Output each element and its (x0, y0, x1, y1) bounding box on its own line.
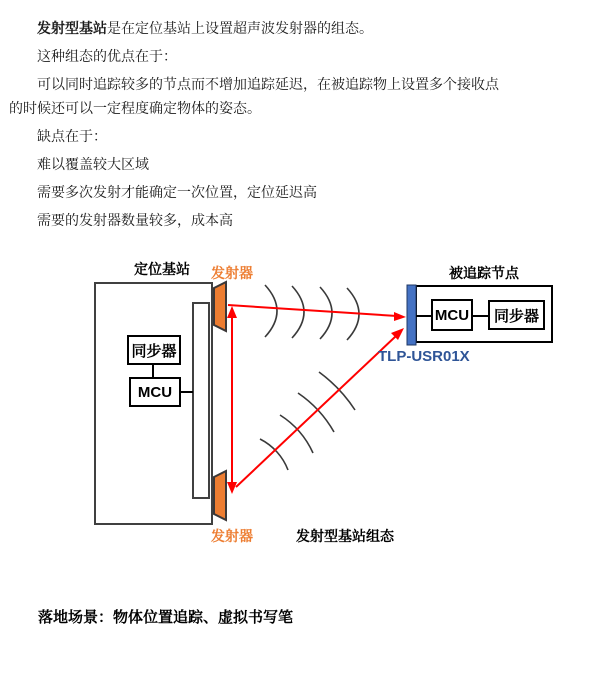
receiver-bar (407, 285, 416, 345)
intro-paragraph: 可以同时追踪较多的节点而不增加追踪延迟，在被追踪物上设置多个接收点的时候还可以一定程度确定物体的姿态。 (9, 76, 499, 116)
lead-term: 发射型基站 (37, 20, 107, 36)
intro-paragraph: 需要多次发射才能确定一次位置，定位延迟高 (37, 184, 317, 200)
diagram-caption: 发射型基站组态 (296, 528, 394, 544)
transmitter-bottom-label: 发射器 (211, 528, 253, 544)
top-signal-line (228, 305, 397, 316)
wave-arcs-diagonal (260, 372, 355, 470)
transmitter-top-shape (214, 282, 226, 331)
base-station-bus-rect (193, 303, 209, 498)
model-number-label: TLP-USR01X (378, 348, 470, 365)
intro-paragraph: 需要的发射器数量较多，成本高 (37, 212, 233, 228)
base-station-mcu-label: MCU (137, 383, 173, 401)
lead-rest: 是在定位基站上设置超声波发射器的组态。 (107, 20, 373, 36)
intro-paragraph: 这种组态的优点在于： (37, 48, 177, 64)
tracked-node-sync-label: 同步器 (493, 307, 539, 325)
vertical-arrowhead-up (227, 306, 237, 318)
use-cases-text: 落地场景：物体位置追踪、虚拟书写笔 (38, 609, 294, 626)
signal-arrows (227, 305, 406, 494)
tracked-node-mcu-label: MCU (434, 306, 470, 324)
wave-arc (265, 285, 277, 337)
diagonal-signal-line (236, 336, 396, 487)
wave-arc (320, 287, 332, 339)
tracked-node-title: 被追踪节点 (449, 265, 519, 281)
transmitter-top-label: 发射器 (211, 265, 253, 281)
base-station-title: 定位基站 (134, 261, 190, 277)
wave-arc (260, 439, 288, 470)
vertical-arrowhead-down (227, 482, 237, 494)
intro-paragraph: 难以覆盖较大区域 (37, 156, 149, 172)
wave-arc (280, 415, 313, 453)
top-signal-arrowhead (394, 312, 406, 321)
base-station-sync-label: 同步器 (131, 342, 177, 360)
intro-paragraph: 缺点在于： (37, 128, 107, 144)
wave-arc (292, 286, 304, 338)
transmitter-bottom-shape (214, 471, 226, 520)
